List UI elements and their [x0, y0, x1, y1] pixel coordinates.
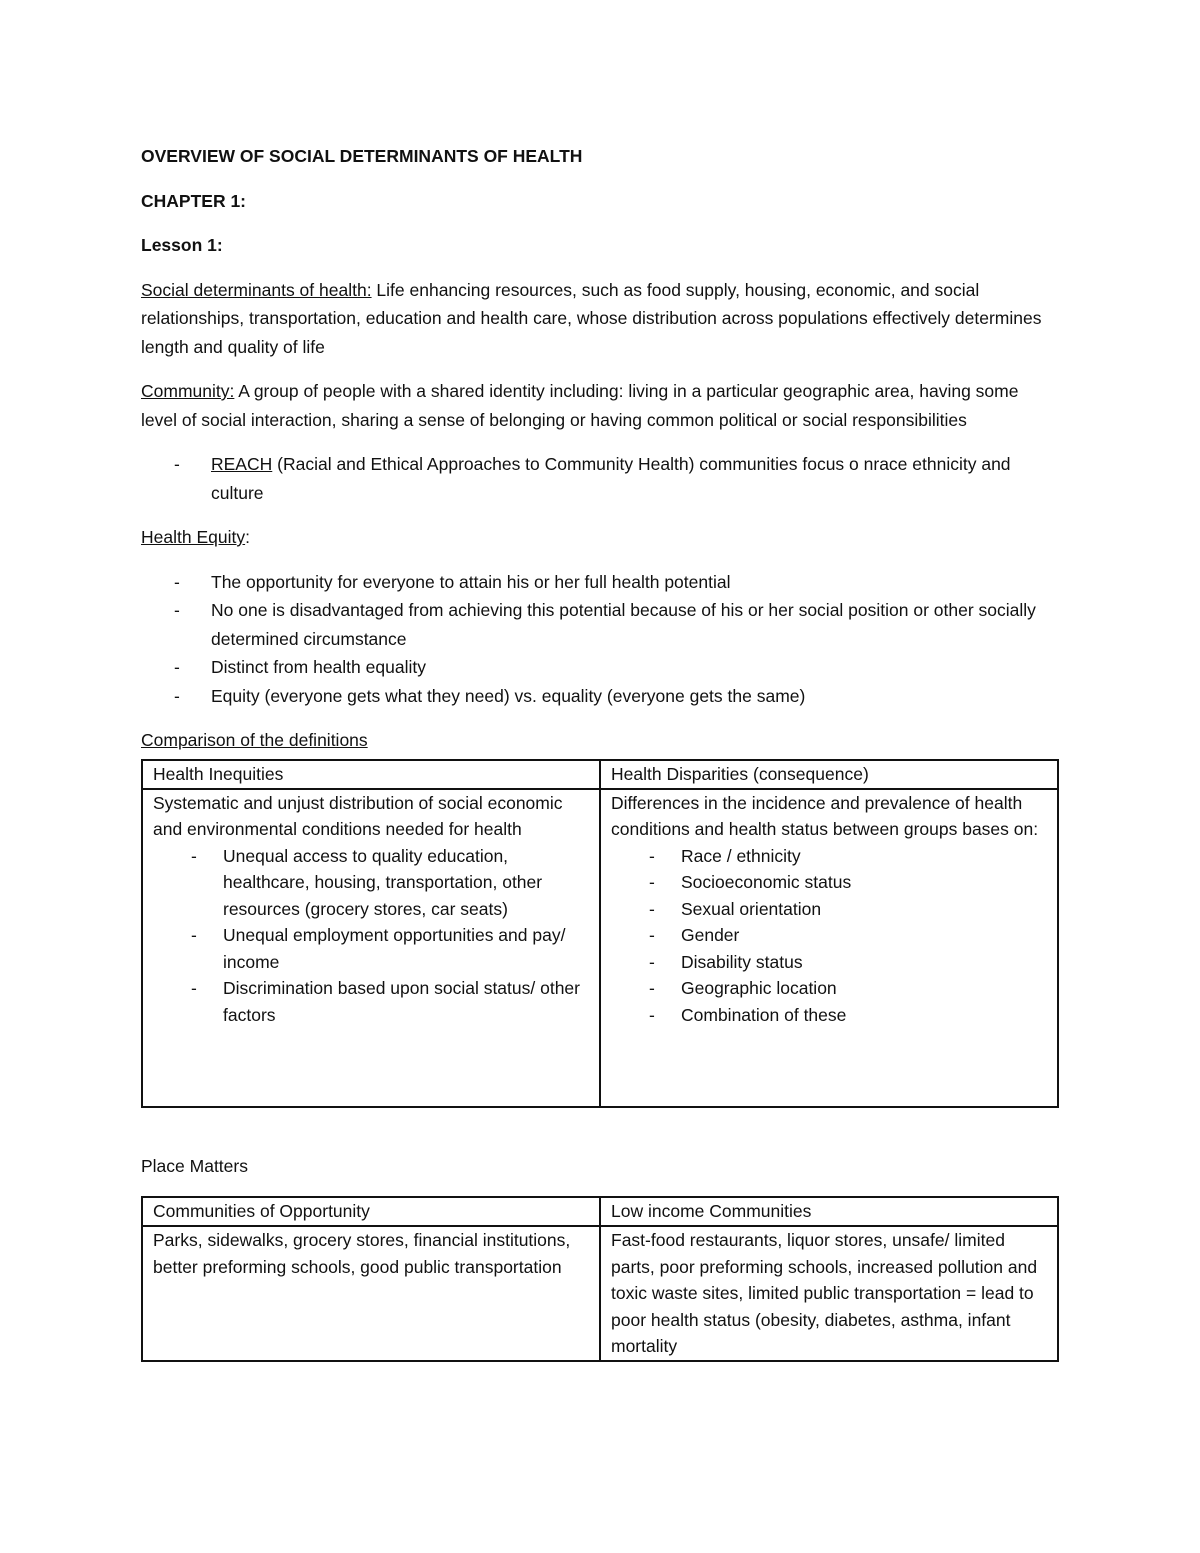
list-item [153, 975, 589, 1028]
health-disparities-intro: Differences in the incidence and prevalence of health conditions and health status between groups bases on: [611, 792, 1039, 839]
list-item-text: Unequal employment opportunities and pay/ income [223, 925, 566, 972]
list-item [141, 596, 1051, 653]
health-disparities-cell [600, 789, 1058, 1107]
dash-bullet: - [649, 925, 655, 945]
list-item [611, 896, 1047, 923]
social-determinants-term: Social determinants of health: [141, 279, 372, 300]
low-income-communities-header: Low income Communities [600, 1197, 1058, 1226]
list-item-text: Combination of these [681, 1004, 847, 1025]
table-row [142, 1197, 1058, 1226]
document-page [141, 142, 1051, 1362]
list-item-text: The opportunity for everyone to attain his or her full health potential [211, 571, 731, 592]
health-inequities-cell [142, 789, 600, 1107]
list-item-text: Discrimination based upon social status/ other factors [223, 978, 580, 1025]
list-item [611, 869, 1047, 896]
health-inequities-list [153, 843, 589, 1029]
communities-of-opportunity-cell: Parks, sidewalks, grocery stores, financial institutions, better preforming schools, good public transportation [142, 1226, 600, 1361]
place-matters-heading: Place Matters [141, 1155, 248, 1176]
dash-bullet: - [191, 978, 197, 998]
dash-bullet: - [649, 898, 655, 919]
dash-bullet: - [649, 951, 655, 972]
table-row [142, 760, 1058, 789]
dash-bullet: - [174, 600, 180, 620]
low-income-communities-cell: Fast-food restaurants, liquor stores, unsafe/ limited parts, poor preforming schools, increased pollution and toxic waste sites, limited public transportation = lead to poor health status (obesity, diabetes, asthma, infant mortality [600, 1226, 1058, 1361]
list-item [611, 1002, 1047, 1029]
communities-of-opportunity-header: Communities of Opportunity [142, 1197, 600, 1226]
list-item-text: Unequal access to quality education, healthcare, housing, transportation, other resources (grocery stores, car seats) [223, 845, 543, 919]
list-item [141, 450, 1051, 507]
chapter-heading: CHAPTER 1: [141, 190, 247, 211]
dash-bullet: - [174, 571, 180, 592]
reach-term: REACH [211, 454, 273, 474]
list-item-text: Gender [681, 925, 740, 945]
list-item [611, 949, 1047, 976]
dash-bullet: - [191, 925, 197, 945]
list-item-text: Distinct from health equality [211, 657, 426, 677]
list-item [611, 843, 1047, 870]
list-item [611, 975, 1047, 1002]
community-term: Community: [141, 381, 235, 401]
list-item [153, 843, 589, 923]
dash-bullet: - [649, 1004, 655, 1025]
list-item [141, 653, 1051, 682]
dash-bullet: - [174, 685, 180, 706]
health-equity-term: Health Equity [141, 527, 246, 547]
dash-bullet: - [649, 872, 655, 892]
social-determinants-definition: Life enhancing resources, such as food supply, housing, economic, and social relationships, transportation, education and health care, whose distribution across populations effectively determines length and quality of life [141, 279, 1042, 357]
list-item-text: Geographic location [681, 978, 837, 998]
health-equity-heading [141, 523, 1051, 552]
health-equity-list [141, 568, 1051, 711]
table-row [142, 1226, 1058, 1361]
comparison-heading-text: Comparison of the definitions [141, 730, 368, 750]
list-item [153, 922, 589, 975]
list-item-text: Sexual orientation [681, 898, 822, 919]
list-item-text: Disability status [681, 951, 803, 972]
list-item [611, 922, 1047, 949]
list-item [141, 682, 1051, 711]
list-item-text: Socioeconomic status [681, 872, 852, 892]
reach-text: (Racial and Ethical Approaches to Community Health) communities focus o nrace ethnicity and culture [211, 454, 1011, 503]
health-inequities-header: Health Inequities [142, 760, 600, 789]
list-item-text: No one is disadvantaged from achieving this potential because of his or her social position or other socially determined circumstance [211, 600, 1036, 649]
dash-bullet: - [174, 657, 180, 677]
dash-bullet: - [174, 454, 180, 474]
health-inequities-intro: Systematic and unjust distribution of social economic and environmental conditions needed for health [153, 792, 563, 839]
social-determinants-paragraph [141, 276, 1051, 362]
health-equity-colon: : [245, 527, 250, 547]
comparison-heading [141, 726, 1051, 755]
dash-bullet: - [191, 845, 197, 866]
list-item-text: Equity (everyone gets what they need) vs. equality (everyone gets the same) [211, 685, 806, 706]
comparison-table [141, 759, 1059, 1108]
document-title: OVERVIEW OF SOCIAL DETERMINANTS OF HEALTH [141, 146, 583, 166]
health-disparities-header: Health Disparities (consequence) [600, 760, 1058, 789]
community-bullet-list [141, 450, 1051, 507]
health-disparities-list [611, 843, 1047, 1029]
dash-bullet: - [649, 845, 655, 866]
lesson-heading: Lesson 1: [141, 235, 223, 255]
community-paragraph [141, 377, 1051, 434]
dash-bullet: - [649, 978, 655, 998]
table-row [142, 789, 1058, 1107]
community-definition: A group of people with a shared identity including: living in a particular geographic area, having some level of social interaction, sharing a sense of belonging or having common political or social responsibilities [141, 381, 1019, 430]
place-matters-table [141, 1196, 1059, 1362]
list-item [141, 568, 1051, 597]
list-item-text: Race / ethnicity [681, 845, 801, 866]
